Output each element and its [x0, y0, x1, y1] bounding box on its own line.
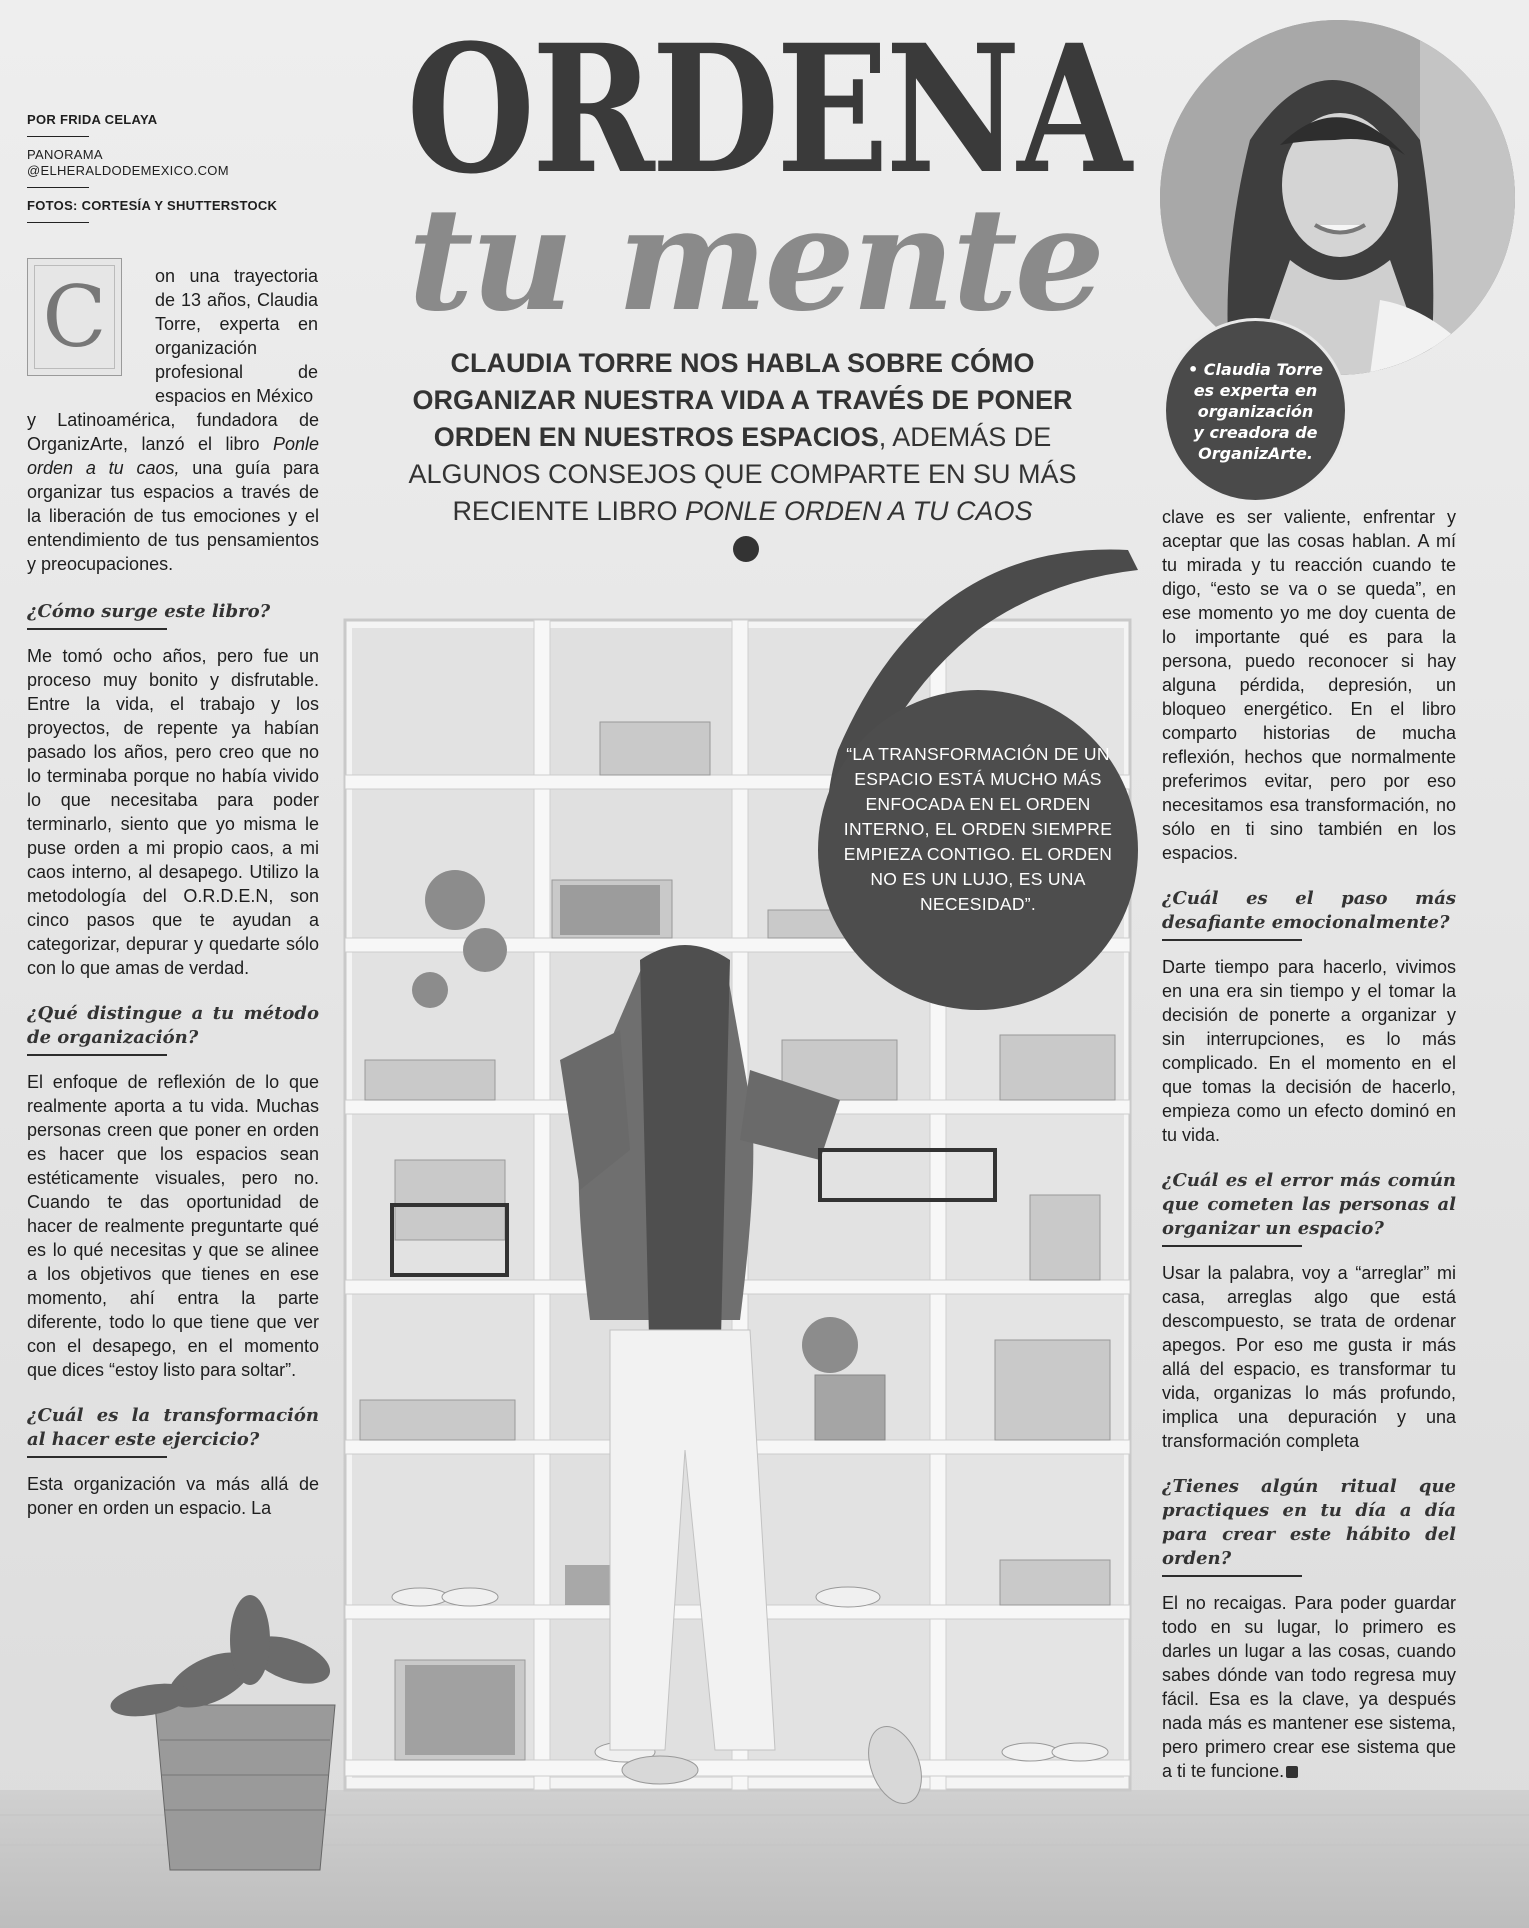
question-heading: ¿Cuál es la transformación al hacer este ejercicio?	[27, 1405, 319, 1450]
question-rule	[1162, 1575, 1302, 1577]
question-heading: ¿Cómo surge este libro?	[27, 601, 271, 622]
deck-bullet-icon	[733, 536, 759, 562]
intro-text-a: y Latinoamérica, fundadora de OrganizArte, lanzó el libro	[27, 410, 319, 454]
answer-text: Darte tiempo para hacerlo, vivimos en una era sin tiempo y el tomar la decisión de ponerte a organizar y sin interrupciones, es lo más complicado. En el momento en el que tomas la decisión de hacerlo, empieza como un efecto dominó en tu vida.	[1162, 957, 1456, 1145]
intro-text	[27, 408, 319, 576]
intro-text-b: una guía para organizar tus espacios a través de la liberación de tus emociones y el entendimiento de tus pensamientos y preocupaciones.	[27, 458, 319, 574]
question-rule	[1162, 1245, 1302, 1247]
deck	[375, 345, 1110, 530]
byline-rule	[27, 222, 89, 223]
question-rule	[27, 628, 167, 630]
answer-text: Me tomó ocho años, pero fue un proceso muy bonito y disfrutable. Entre la vida, el trabajo y los proyectos, de repente ya habían pasado los años, pero creo que no lo terminaba porque no había vivido lo que necesitaba para poder terminarlo, siento que yo misma le puse orden a mi propio caos, a mi caos interno, al desapego. Utilizo la metodología del O.R.D.E.N, son cinco pasos que te ayudan a categorizar, depurar y quedarte sólo con lo que amas de verdad.	[27, 646, 319, 978]
portrait-caption	[1163, 318, 1348, 503]
deck-regular: , ADEMÁS DE ALGUNOS CONSEJOS QUE COMPARTE EN SU MÁS RECIENTE LIBRO	[408, 422, 1077, 526]
deck-bold: CLAUDIA TORRE NOS HABLA SOBRE CÓMO ORGANIZAR NUESTRA VIDA A TRAVÉS DE PONER ORDEN EN NUESTROS ESPACIOS	[412, 348, 1073, 452]
answer-text: Esta organización va más allá de poner en orden un espacio. La	[27, 1474, 319, 1518]
pull-quote: “LA TRANSFORMACIÓN DE UN ESPACIO ESTÁ MUCHO MÁS ENFOCADA EN EL ORDEN INTERNO, EL ORDEN SIEMPRE EMPIEZA CONTIGO. EL ORDEN NO ES UN LUJO, ES UNA NECESIDAD”.	[843, 744, 1113, 914]
herald-end-mark-icon	[1286, 1766, 1298, 1778]
photo-credit: FOTOS: CORTESÍA Y SHUTTERSTOCK	[27, 198, 278, 213]
question-rule	[1162, 939, 1302, 941]
byline-block	[27, 112, 327, 233]
answer-text: El enfoque de reflexión de lo que realmente aporta a tu vida. Muchas personas creen que poner en orden es hacer que los espacios sean estéticamente visuales, pero no. Cuando te das oportunidad de hacer de realmente preguntarte qué es lo qué necesitas y que se alinee a los objetivos que tienes en ese momento, ahí entra la parte diferente, todo lo que tiene que ver con el desapego, en el momento que dices “estoy listo para soltar”.	[27, 1072, 319, 1380]
right-column	[1162, 505, 1456, 1783]
caption-line: organización	[1197, 402, 1314, 421]
book-title: Ponle orden a tu caos,	[27, 434, 319, 478]
intro-text-top: on una trayectoria de 13 años, Claudia Torre, experta en organización profesional de espacios en México	[155, 266, 318, 406]
question-rule	[27, 1054, 167, 1056]
question-heading: ¿Cuál es el paso más desafiante emocionalmente?	[1162, 888, 1456, 933]
dropcap: C	[42, 268, 107, 366]
portrait-photo	[1160, 20, 1515, 375]
deck-italic: PONLE ORDEN A TU CAOS	[684, 496, 1033, 526]
caption-line: es experta en	[1193, 381, 1318, 400]
byline-author: POR FRIDA CELAYA	[27, 112, 158, 127]
question-rule	[27, 1456, 167, 1458]
byline-rule	[27, 136, 89, 137]
caption-line: y creadora de	[1193, 423, 1318, 442]
caption-line: • Claudia Torre	[1188, 360, 1323, 379]
portrait-illustration	[1160, 20, 1515, 375]
answer-text-continued: clave es ser valiente, enfrentar y aceptar que las cosas hablan. A mí tu mirada y tu reacción cuando te digo, “esto se va o se queda”, en ese momento yo me doy cuenta de lo importante qué es para la persona, puedo reconocer si hay alguna pérdida, depresión, un bloqueo energético. En el libro comparto historias de mucha reflexión, hechos que normalmente preferimos evitar, pero por eso necesitamos esa transformación, no sólo en ti sino también en los espacios.	[1162, 507, 1456, 863]
headline-main: ORDENA	[406, 6, 1129, 213]
question-heading: ¿Cuál es el error más común que cometen las personas al organizar un espacio?	[1162, 1170, 1456, 1239]
byline-rule	[27, 187, 89, 188]
caption-line: OrganizArte.	[1198, 444, 1313, 463]
dropcap-frame	[27, 258, 122, 376]
question-heading: ¿Tienes algún ritual que practiques en tu día a día para crear este hábito del orden?	[1162, 1476, 1456, 1569]
question-heading: ¿Qué distingue a tu método de organización?	[27, 1003, 319, 1048]
answer-text: El no recaigas. Para poder guardar todo en su lugar, lo primero es darles un lugar a las cosas, cuando sabes dónde van todo regresa muy fácil. Esa es la clave, ya después nada más es mantener ese sistema, pero primero crear ese sistema que a ti te funcione.	[1162, 1593, 1456, 1781]
left-column	[27, 590, 319, 1520]
headline-sub: tu mente	[407, 177, 1103, 343]
answer-text: Usar la palabra, voy a “arreglar” mi casa, arreglas algo que está descompuesto, se trata de ordenar apegos. Por eso me gusta ir más allá del espacio, es transformar tu vida, organizas lo más profundo, implica una depuración y una transformación completa	[1162, 1263, 1456, 1451]
byline-email: @ELHERALDODEMEXICO.COM	[27, 163, 229, 178]
answer-text-final	[1162, 1591, 1456, 1783]
byline-section: PANORAMA	[27, 147, 103, 162]
